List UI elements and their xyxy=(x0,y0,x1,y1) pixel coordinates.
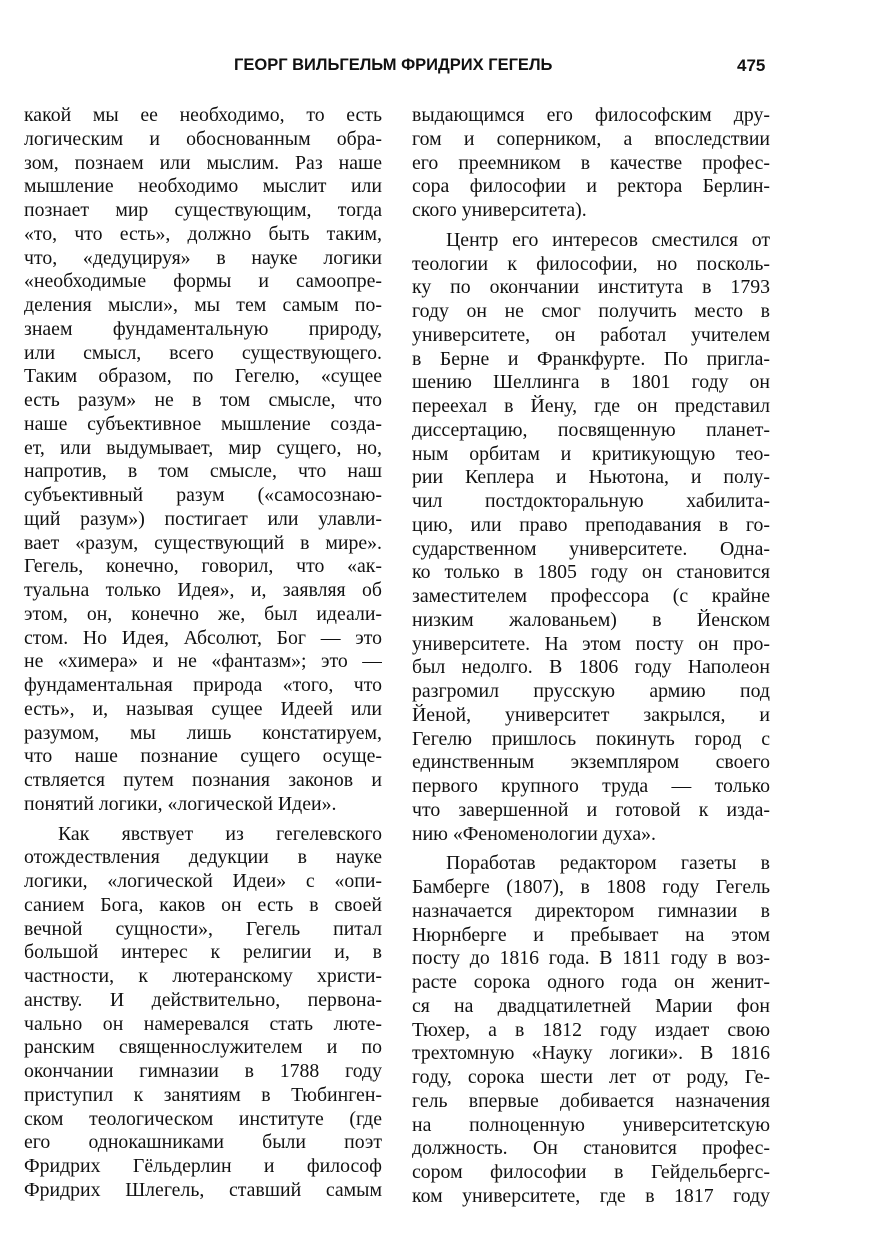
text-line: первого крупного труда — только xyxy=(412,775,770,797)
text-line: зом, познаем или мыслим. Раз наше xyxy=(24,151,382,174)
text-line: ского университета). xyxy=(412,199,587,221)
text-line: на полноценную университетскую xyxy=(412,1113,770,1136)
text-line: нию «Феноменологии духа». xyxy=(412,822,657,845)
text-line: расте сорока одного года он женит- xyxy=(412,971,770,993)
text-line: не «химера» и не «фантазм»; это — xyxy=(24,650,382,673)
text-line: вечной сущности», Гегель питал xyxy=(24,917,382,940)
text-line: окончании гимназии в 1788 году xyxy=(24,1060,382,1082)
text-line: знаем фундаментальную природу, xyxy=(24,317,382,340)
text-line: деления мысли», мы тем самым по- xyxy=(24,294,382,316)
text-line: ко только в 1805 году он становится xyxy=(412,561,770,584)
text-line: сором философии в Гейдельбергс- xyxy=(412,1161,770,1183)
text-line: ет, или выдумывает, мир сущего, но, xyxy=(24,436,382,459)
text-line: напротив, в том смысле, что наш xyxy=(24,460,382,483)
text-line: санием Бога, каков он есть в своей xyxy=(24,893,382,916)
text-line: чально он намеревался стать люте- xyxy=(24,1012,382,1035)
text-line: познает мир существующим, тогда xyxy=(24,199,382,221)
text-line: ском теологическом институте (где xyxy=(24,1107,382,1130)
text-line: вает «разум, существующий в мире». xyxy=(24,531,382,554)
text-line: ку по окончании института в 1793 xyxy=(412,276,770,299)
text-line: «то, что есть», должно быть таким, xyxy=(24,222,382,245)
text-line: мышление необходимо мыслит или xyxy=(24,175,382,198)
text-line: Центр его интересов сместился от xyxy=(446,228,770,251)
text-line: ком университете, где в 1817 году xyxy=(412,1184,770,1207)
text-line: Йеной, университет закрылся, и xyxy=(412,703,770,726)
text-line: «необходимые формы и самоопре- xyxy=(24,270,382,293)
text-line: переехал в Йену, где он представил xyxy=(412,395,770,417)
text-line: туальна только Идея», и, заявляя об xyxy=(24,579,382,601)
text-line: сора философии и ректора Берлин- xyxy=(412,175,770,198)
text-line: анству. И действительно, первона- xyxy=(24,988,382,1011)
right-text-column xyxy=(412,104,770,1209)
text-line: Поработав редактором газеты в xyxy=(446,852,770,875)
text-line: стом. Но Идея, Абсолют, Бог — это xyxy=(24,626,382,649)
text-line: сударственном университете. Одна- xyxy=(412,537,770,560)
text-line: году, сорока шести лет от роду, Ге- xyxy=(412,1066,770,1088)
text-line: назначается директором гимназии в xyxy=(412,899,770,922)
text-line: университете, он работал учителем xyxy=(412,323,770,346)
text-line: гель впервые добивается назначения xyxy=(412,1089,770,1112)
text-line: ся на двадцатилетней Марии фон xyxy=(412,994,770,1017)
text-line: должность. Он становится профес- xyxy=(412,1137,770,1160)
text-line: гом и соперником, а впоследствии xyxy=(412,127,770,150)
text-line: цию, или право преподавания в го- xyxy=(412,513,770,536)
text-line: диссертацию, посвященную планет- xyxy=(412,418,770,441)
text-line: ствляется путем познания законов и xyxy=(24,769,382,791)
text-line: Таким образом, по Гегелю, «сущее xyxy=(24,365,382,388)
text-line: какой мы ее необходимо, то есть xyxy=(24,104,382,126)
text-line: Гегелю пришлось покинуть город с xyxy=(412,727,770,750)
text-line: Тюхер, а в 1812 году издает свою xyxy=(412,1018,770,1041)
text-line: заместителем профессора (с крайне xyxy=(412,585,770,607)
text-line: что, «дедуцируя» в науке логики xyxy=(24,246,382,269)
text-line: шению Шеллинга в 1801 году он xyxy=(412,371,770,394)
text-line: посту до 1816 года. В 1811 году в воз- xyxy=(412,947,770,970)
text-line: выдающимся его философским дру- xyxy=(412,104,770,126)
text-line: приступил к занятиям в Тюбинген- xyxy=(24,1083,382,1106)
text-line: Как явствует из гегелевского xyxy=(58,822,382,845)
text-line: есть», и, называя сущее Идеей или xyxy=(24,697,382,720)
text-line: Гегель, конечно, говорил, что «ак- xyxy=(24,555,382,578)
text-line: ранским священнослужителем и по xyxy=(24,1036,382,1059)
page-number: 475 xyxy=(737,56,766,75)
text-line: чил постдокторальную хабилита- xyxy=(412,490,770,512)
text-line: что завершенной и готовой к изда- xyxy=(412,798,770,821)
text-line: университете. На этом посту он про- xyxy=(412,632,770,655)
text-line: рии Кеплера и Ньютона, и полу- xyxy=(412,466,770,489)
text-line: трехтомную «Науку логики». В 1816 xyxy=(412,1042,770,1065)
text-line: его преемником в качестве профес- xyxy=(412,151,770,174)
text-line: понятий логики, «логической Идеи». xyxy=(24,792,337,815)
text-line: субъективный разум («самосознаю- xyxy=(24,484,382,506)
text-line: низким жалованьем) в Йенском xyxy=(412,608,770,631)
text-line: фундаментальная природа «того, что xyxy=(24,674,382,696)
text-line: этом, он, конечно же, был идеали- xyxy=(24,602,382,625)
text-line: единственным экземпляром своего xyxy=(412,751,770,774)
running-header-title: ГЕОРГ ВИЛЬГЕЛЬМ ФРИДРИХ ГЕГЕЛЬ xyxy=(234,56,553,74)
text-line: есть разум» не в том смысле, что xyxy=(24,389,382,411)
text-line: теологии к философии, но посколь- xyxy=(412,252,770,275)
text-line: Фридрих Шлегель, ставший самым xyxy=(24,1178,382,1201)
left-text-column xyxy=(24,104,382,1203)
text-line: или смысл, всего существующего. xyxy=(24,341,382,364)
text-line: в Берне и Франкфурте. По пригла- xyxy=(412,347,770,370)
text-line: разумом, мы лишь констатируем, xyxy=(24,721,382,744)
text-line: щий разум») постигает или улавли- xyxy=(24,507,382,530)
text-line: что наше познание сущего осуще- xyxy=(24,745,382,768)
text-line: Бамберге (1807), в 1808 году Гегель xyxy=(412,876,770,898)
text-line: отождествления дедукции в науке xyxy=(24,846,382,869)
text-line: Фридрих Гёльдерлин и философ xyxy=(24,1155,382,1177)
text-line: Нюрнберге и пребывает на этом xyxy=(412,923,770,946)
text-line: логическим и обоснованным обра- xyxy=(24,127,382,150)
text-line: разгромил прусскую армию под xyxy=(412,680,770,702)
text-line: его однокашниками были поэт xyxy=(24,1131,382,1154)
text-line: ным орбитам и критикующую тео- xyxy=(412,442,770,465)
text-line: был недолго. В 1806 году Наполеон xyxy=(412,656,770,679)
text-line: частности, к лютеранскому христи- xyxy=(24,965,382,987)
text-line: большой интерес к религии и, в xyxy=(24,941,382,964)
text-line: логики, «логической Идеи» с «опи- xyxy=(24,870,382,892)
text-line: наше субъективное мышление созда- xyxy=(24,412,382,435)
text-line: году он не смог получить место в xyxy=(412,300,770,322)
